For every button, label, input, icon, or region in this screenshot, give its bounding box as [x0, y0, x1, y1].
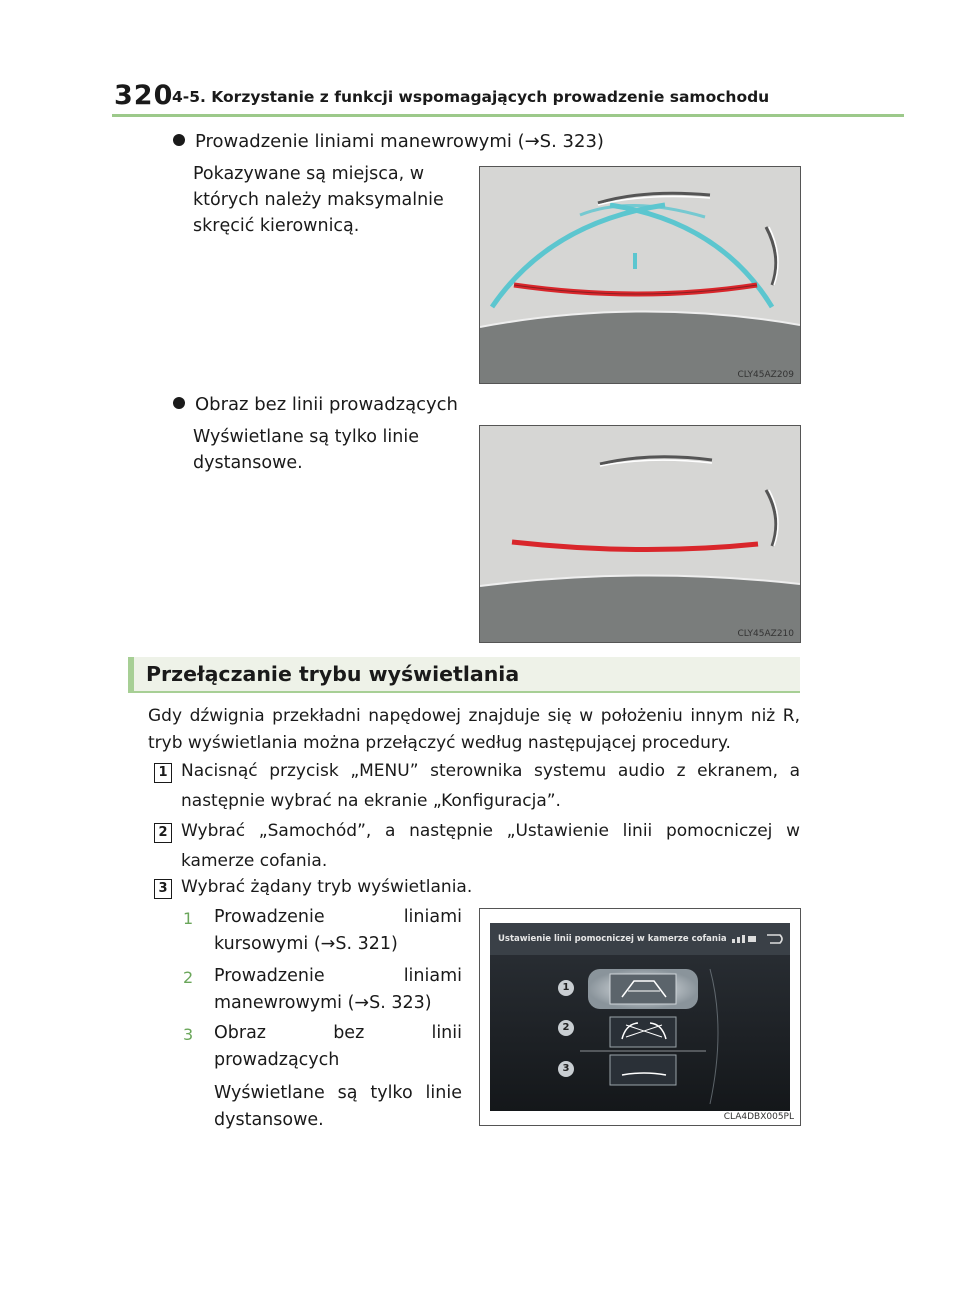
option-note: Wyświetlane są tylko linie dystansowe. — [214, 1083, 462, 1130]
camera-figure-maneuver-lines — [479, 166, 801, 384]
step-badge: 2 — [154, 823, 172, 843]
mode-description: Pokazywane są miejsca, w których należy maksymalnie skręcić kierownicą. — [193, 164, 444, 236]
chapter-title: 4-5. Korzystanie z funkcji wspomagających prowadzenie samochodu — [172, 88, 770, 106]
option-text: Obraz bez linii prowadzących — [214, 1023, 462, 1070]
figure-code: CLA4DBX005PL — [723, 1112, 794, 1122]
mode-title: Prowadzenie liniami manewrowymi (→S. 323) — [195, 131, 604, 152]
section-intro: Gdy dźwignia przekładni napędowej znajduje się w położeniu innym niż R, tryb wyświetlania można przełączyć według następującej procedury. — [148, 706, 800, 753]
step-badge: 1 — [154, 763, 172, 783]
option-badge-3[interactable]: 3 — [558, 1061, 574, 1077]
header-rule — [112, 114, 904, 117]
mode-bullet — [173, 129, 604, 155]
figure-code: CLY45AZ210 — [737, 629, 794, 639]
step-text: Wybrać „Samochód”, a następnie „Ustawienie linii pomocniczej w kamerze cofania. — [181, 821, 800, 871]
option-number: 3 — [183, 1025, 194, 1044]
step-badge: 3 — [154, 879, 172, 899]
option-text: Prowadzenie liniami manewrowymi (→S. 323) — [214, 966, 462, 1013]
option-badge-1[interactable]: 1 — [558, 980, 574, 996]
step-text: Wybrać żądany tryb wyświetlania. — [181, 877, 473, 897]
option-number: 1 — [183, 909, 194, 928]
camera-figure-no-guide-lines — [479, 425, 801, 643]
bullet-dot-icon — [173, 397, 185, 409]
step-text: Nacisnąć przycisk „MENU” sterownika systemu audio z ekranem, a następnie wybrać na ekranie „Konfiguracja”. — [181, 761, 800, 811]
page-number: 320 — [114, 80, 174, 111]
mode-bullet — [173, 392, 458, 418]
option-text: Prowadzenie liniami kursowymi (→S. 321) — [214, 907, 462, 954]
screen-title: Ustawienie linii pomocniczej w kamerze cofania — [498, 934, 727, 944]
settings-screen-figure — [479, 908, 801, 1126]
bullet-dot-icon — [173, 134, 185, 146]
mode-description: Wyświetlane są tylko linie dystansowe. — [193, 427, 419, 473]
option-number: 2 — [183, 968, 194, 987]
figure-code: CLY45AZ209 — [737, 370, 794, 380]
option-badge-2[interactable]: 2 — [558, 1020, 574, 1036]
mode-title: Obraz bez linii prowadzących — [195, 394, 458, 415]
section-heading: Przełączanie trybu wyświetlania — [128, 657, 800, 693]
